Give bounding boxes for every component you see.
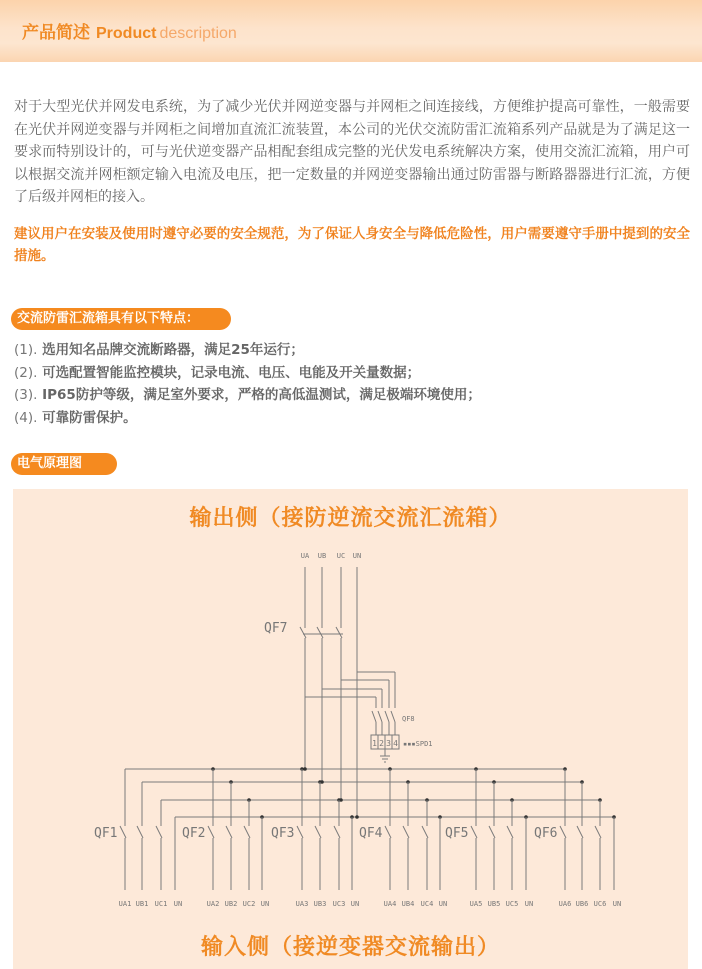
svg-text:UN: UN bbox=[352, 552, 362, 560]
svg-text:UN: UN bbox=[350, 900, 360, 908]
svg-text:UN: UN bbox=[173, 900, 183, 908]
safety-warning: 建议用户在安装及使用时遵守必要的安全规范，为了保证人身安全与降低危险性，用户需要遵守手册中提到的安全措施。 bbox=[14, 226, 690, 264]
svg-text:UA3: UA3 bbox=[295, 900, 309, 908]
output-side-title: 输出侧（接防逆流交流汇流箱） bbox=[189, 506, 512, 531]
svg-text:UB4: UB4 bbox=[401, 900, 415, 908]
svg-text:QF1: QF1 bbox=[94, 826, 118, 841]
intro-paragraph: 对于大型光伏并网发电系统，为了减少光伏并网逆变器与并网柜之间连接线，方便维护提高可靠性，一般需要在光伏并网逆变器与并网柜之间增加直流汇流装置，本公司的光伏交流防雷汇流箱系列产品就是为了满足这一要求而特别设计的，可与光伏逆变器产品相配套组成完整的光伏发电系统解决方案，使用交流汇流箱，用户可以根据交流并网柜额定输入电流及电压，把一定数量的并网逆变器输出通过防雷器与断路器器进行汇流，方便了后级并网柜的接入。 bbox=[14, 99, 690, 206]
svg-text:UA: UA bbox=[300, 552, 310, 560]
svg-text:UB6: UB6 bbox=[575, 900, 589, 908]
title-cn: 产品简述 bbox=[22, 23, 90, 43]
features-heading-badge: 交流防雷汇流箱具有以下特点： bbox=[11, 308, 231, 330]
feature-item: (2). 可选配置智能监控模块，记录电流、电压、电能及开关量数据； bbox=[14, 364, 421, 381]
svg-text:QF7: QF7 bbox=[264, 621, 288, 636]
svg-text:QF4: QF4 bbox=[359, 826, 383, 841]
svg-text:UC3: UC3 bbox=[332, 900, 346, 908]
svg-text:UA5: UA5 bbox=[469, 900, 483, 908]
svg-text:2: 2 bbox=[379, 739, 384, 748]
svg-text:UC5: UC5 bbox=[505, 900, 519, 908]
svg-text:UN: UN bbox=[438, 900, 448, 908]
svg-text:4: 4 bbox=[393, 739, 398, 748]
svg-text:UA6: UA6 bbox=[558, 900, 572, 908]
section-header bbox=[0, 0, 702, 62]
diagram-heading-badge: 电气原理图 bbox=[11, 453, 117, 475]
svg-text:UA2: UA2 bbox=[206, 900, 220, 908]
svg-text:UC2: UC2 bbox=[242, 900, 256, 908]
svg-text:UB3: UB3 bbox=[313, 900, 327, 908]
svg-text:QF5: QF5 bbox=[445, 826, 469, 841]
feature-item: (1). 选用知名品牌交流断路器，满足25年运行； bbox=[14, 342, 304, 358]
svg-text:UA4: UA4 bbox=[383, 900, 397, 908]
svg-text:UB5: UB5 bbox=[487, 900, 501, 908]
svg-text:UB1: UB1 bbox=[135, 900, 149, 908]
svg-text:QF2: QF2 bbox=[182, 826, 206, 841]
svg-text:QF8: QF8 bbox=[402, 715, 415, 723]
svg-text:UB2: UB2 bbox=[224, 900, 238, 908]
feature-item: (3). IP65防护等级，满足室外要求，严格的高低温测试，满足极端环境使用； bbox=[14, 387, 481, 403]
svg-text:UA1: UA1 bbox=[118, 900, 132, 908]
svg-text:UN: UN bbox=[524, 900, 534, 908]
svg-text:UC: UC bbox=[336, 552, 346, 560]
section-title bbox=[22, 20, 237, 47]
svg-text:1: 1 bbox=[372, 739, 377, 748]
title-en-light: description bbox=[159, 25, 237, 42]
svg-text:3: 3 bbox=[386, 739, 391, 748]
schematic-diagram bbox=[13, 489, 688, 969]
title-en-bold: Product bbox=[96, 25, 157, 42]
svg-text:QF3: QF3 bbox=[271, 826, 295, 841]
svg-text:UC6: UC6 bbox=[593, 900, 607, 908]
svg-text:UN: UN bbox=[612, 900, 622, 908]
svg-text:▪▪▪SPD1: ▪▪▪SPD1 bbox=[403, 740, 433, 748]
features-list bbox=[14, 339, 481, 429]
svg-text:UC1: UC1 bbox=[154, 900, 168, 908]
input-side-title: 输入侧（接逆变器交流输出） bbox=[200, 935, 500, 960]
svg-text:UC4: UC4 bbox=[420, 900, 434, 908]
svg-text:UB: UB bbox=[317, 552, 327, 560]
wiring-diagram-panel bbox=[13, 489, 688, 969]
svg-text:QF6: QF6 bbox=[534, 826, 558, 841]
feature-item: (4). 可靠防雷保护。 bbox=[14, 409, 137, 426]
svg-text:UN: UN bbox=[260, 900, 270, 908]
